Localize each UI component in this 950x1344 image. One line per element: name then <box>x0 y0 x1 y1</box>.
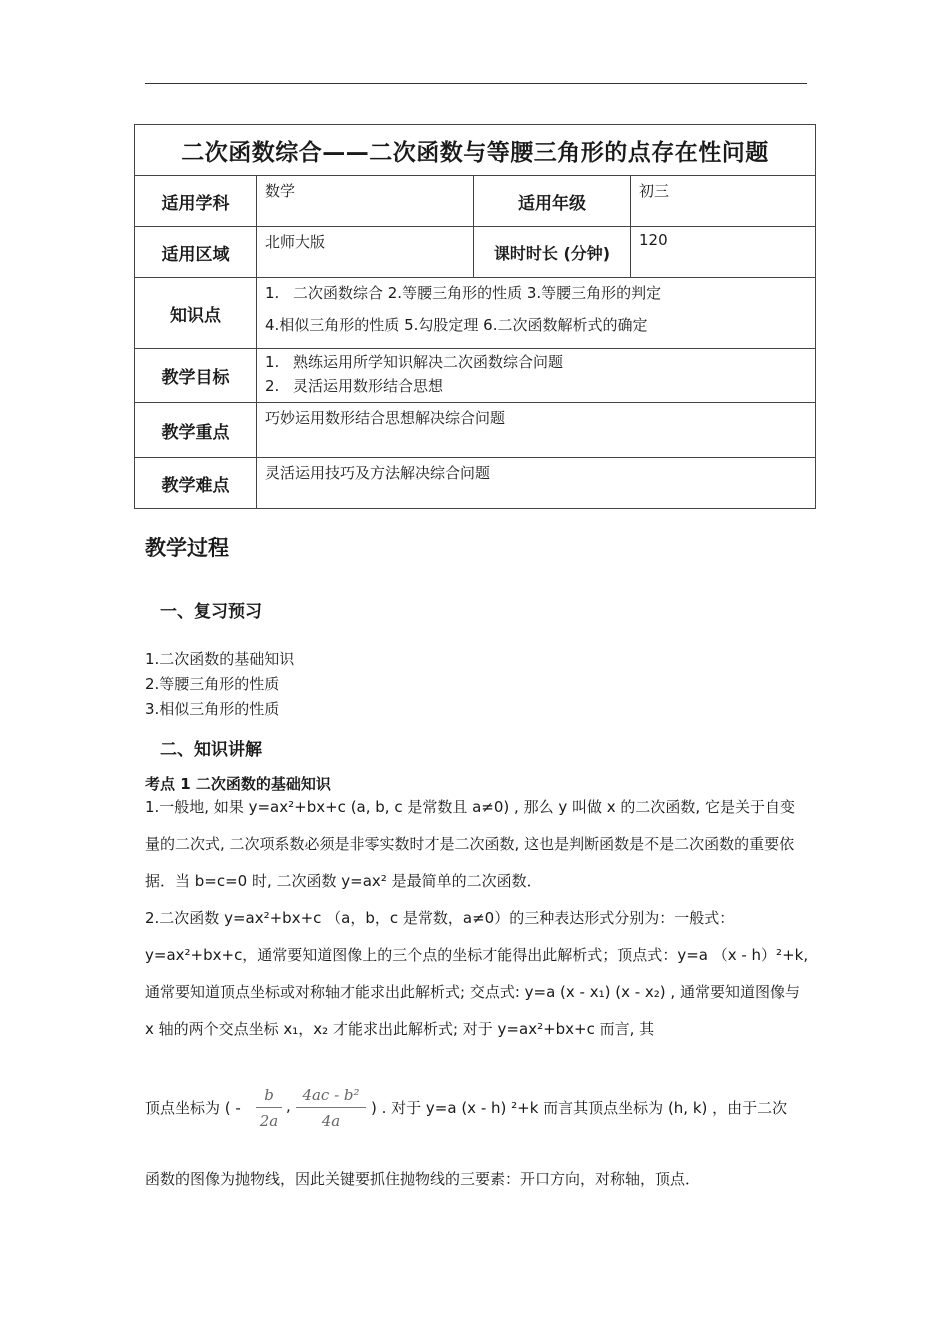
knowledge-line-2: 4.相似三角形的性质 5.勾股定理 6.二次函数解析式的确定 <box>265 316 648 334</box>
fraction-b-over-2a: $\frac{b}{2a}$ <box>256 1086 282 1130</box>
knowledge-label: 知识点 <box>135 278 257 349</box>
paragraph-definition: 1.一般地, 如果 y=ax²+bx+c (a, b, c 是常数且 a≠0) , 那么 y 叫做 x 的二次函数, 它是关于自变量的二次式, 二次项系数必须是非零实数时才是二次函数, 这也是判断函数是不是二次函数的重要依据．当 b=c=0 时, 二次函数 y=ax² 是最简单的二次函数． <box>145 798 795 890</box>
knowledge-cell <box>257 278 816 349</box>
goal-cell <box>257 349 816 403</box>
region-label: 适用区域 <box>135 227 257 278</box>
header-rule <box>145 83 807 84</box>
paragraph-parabola: 函数的图像为抛物线，因此关键要抓住抛物线的三要素：开口方向，对称轴，顶点． <box>145 1170 701 1188</box>
vertex-prefix: 顶点坐标为 ( - <box>145 1099 241 1117</box>
difficulty-value: 灵活运用技巧及方法解决综合问题 <box>257 458 816 509</box>
section-knowledge-heading: 二、知识讲解 <box>160 740 262 760</box>
goal-label: 教学目标 <box>135 349 257 403</box>
document-title: 二次函数综合——二次函数与等腰三角形的点存在性问题 <box>135 125 816 176</box>
difficulty-label: 教学难点 <box>135 458 257 509</box>
duration-value: 120 <box>631 227 816 278</box>
paragraph-forms: 2.二次函数 y=ax²+bx+c （a，b，c 是常数，a≠0）的三种表达形式分别为：一般式：y=ax²+bx+c，通常要知道图像上的三个点的坐标才能得出此解析式；顶点式：y=a （x - h）²+k, 通常要知道顶点坐标或对称轴才能求出此解析式; 交点式: y=a (x - x₁) (x - x₂) , 通常要知道图像与 x 轴的两个交点坐标 x₁，x₂ 才能求出此解析式; 对于 y=ax²+bx+c 而言, 其 <box>145 909 809 1038</box>
vertex-suffix: ) . 对于 y=a (x - h) ²+k 而言其顶点坐标为 (h, k) ，由于二次 <box>371 1099 788 1117</box>
focus-label: 教学重点 <box>135 403 257 458</box>
review-item: 2.等腰三角形的性质 <box>145 675 280 693</box>
subject-value: 数学 <box>257 176 474 227</box>
goal-item: 1. 熟练运用所学知识解决二次函数综合问题 <box>265 353 564 371</box>
review-item: 1.二次函数的基础知识 <box>145 650 295 668</box>
kaodian-heading: 考点 1 二次函数的基础知识 <box>145 775 331 793</box>
process-heading: 教学过程 <box>145 536 229 560</box>
subject-label: 适用学科 <box>135 176 257 227</box>
fraction-4ac-minus-b2-over-4a: $\frac{\text{4ac - b²}}{4a}$ <box>296 1086 366 1130</box>
region-value: 北师大版 <box>257 227 474 278</box>
vertex-formula-line <box>145 1086 809 1139</box>
knowledge-line-1: 1. 二次函数综合 2.等腰三角形的性质 3.等腰三角形的判定 <box>265 284 662 302</box>
focus-value: 巧妙运用数形结合思想解决综合问题 <box>257 403 816 458</box>
grade-label: 适用年级 <box>474 176 631 227</box>
review-item: 3.相似三角形的性质 <box>145 700 280 718</box>
goal-item: 2. 灵活运用数形结合思想 <box>265 377 444 395</box>
course-info-table <box>134 124 816 509</box>
duration-label: 课时时长 (分钟) <box>474 227 631 278</box>
section-review-heading: 一、复习预习 <box>160 602 262 622</box>
grade-value: 初三 <box>631 176 816 227</box>
comma: , <box>286 1097 291 1115</box>
